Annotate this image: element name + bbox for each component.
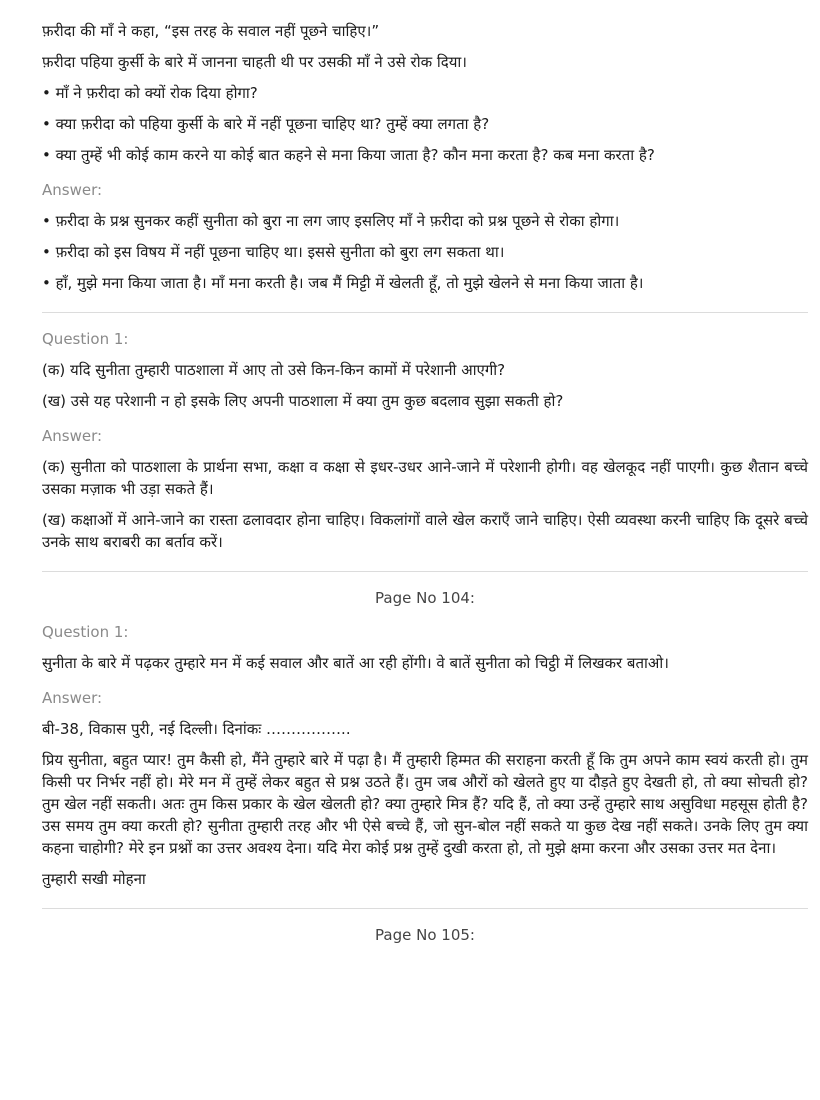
answer-label: Answer:	[42, 689, 103, 707]
section-divider	[42, 908, 808, 909]
answer-label: Answer:	[42, 181, 103, 199]
section-divider	[42, 312, 808, 313]
answer-label: Answer:	[42, 427, 103, 445]
question-label: Question 1:	[42, 623, 129, 641]
answer-bullet: • फ़रीदा के प्रश्न सुनकर कहीं सुनीता को बुरा ना लग जाए इसलिए माँ ने फ़रीदा को प्रश्न पूछने से रोका होगा।	[42, 212, 620, 230]
letter-address: बी-38, विकास पुरी, नई दिल्ली। दिनांकः ……………..	[42, 720, 351, 738]
answer-paragraph: (ख) कक्षाओं में आने-जाने का रास्ता ढलावदार होना चाहिए। विकलांगों वाले खेल कराएँ जाने चाहिए। ऐसी व्यवस्था करनी चाहिए कि दूसरे बच्चे उनके साथ बराबरी का बर्ताव करें।	[42, 511, 808, 551]
intro-line: फ़रीदा पहिया कुर्सी के बारे में जानना चाहती थी पर उसकी माँ ने उसे रोक दिया।	[42, 53, 467, 71]
intro-bullet: • माँ ने फ़रीदा को क्यों रोक दिया होगा?	[42, 84, 258, 102]
letter-body: प्रिय सुनीता, बहुत प्यार! तुम कैसी हो, मैंने तुम्हारे बारे में पढ़ा है। मैं तुम्हारी हिम्मत की सराहना करती हूँ कि तुम अपने काम स्वयं करती हो। तुम किसी पर निर्भर नहीं हो। मेरे मन में तुम्हें लेकर बहुत से प्रश्न उठते हैं। तुम जब औरों को खेलते हुए या दौड़ते हुए देखती हो, तो क्या सोचती हो? तुम खेल नहीं सकती। अतः तुम किस प्रकार के खेल खेलती हो? क्या तुम्हारे मित्र हैं? यदि हैं, तो क्या उन्हें तुम्हारे साथ असुविधा महसूस होती है? उस समय तुम क्या करती हो? सुनीता तुम्हारी तरह और भी ऐसे बच्चे हैं, जो सुन-बोल नहीं सकते या कुछ देख नहीं सकते। उनके लिए तुम क्या कहना चाहोगी? मेरे इन प्रश्नों का उत्तर अवश्य देना। यदि मेरा कोई प्रश्न तुम्हें दुखी करता हो, तो मुझे क्षमा करना और उसका उत्तर मत देना।	[42, 751, 808, 857]
intro-bullet: • क्या फ़रीदा को पहिया कुर्सी के बारे में नहीं पूछना चाहिए था? तुम्हें क्या लगता है?	[42, 115, 490, 133]
document-content	[42, 20, 808, 959]
intro-line: फ़रीदा की माँ ने कहा, “इस तरह के सवाल नहीं पूछने चाहिए।”	[42, 22, 380, 40]
answer-paragraph: (क) सुनीता को पाठशाला के प्रार्थना सभा, कक्षा व कक्षा से इधर-उधर आने-जाने में परेशानी होगी। वह खेलकूद नहीं पाएगी। कुछ शैतान बच्चे उसका मज़ाक भी उड़ा सकते हैं।	[42, 458, 808, 498]
question-text: (क) यदि सुनीता तुम्हारी पाठशाला में आए तो उसे किन-किन कामों में परेशानी आएगी?	[42, 361, 506, 379]
question-label: Question 1:	[42, 330, 129, 348]
letter-signoff: तुम्हारी सखी मोहना	[42, 870, 146, 888]
question-text: (ख) उसे यह परेशानी न हो इसके लिए अपनी पाठशाला में क्या तुम कुछ बदलाव सुझा सकती हो?	[42, 392, 564, 410]
section-divider	[42, 571, 808, 572]
question-text: सुनीता के बारे में पढ़कर तुम्हारे मन में कई सवाल और बातें आ रही होंगी। वे बातें सुनीता को चिट्ठी में लिखकर बताओ।	[42, 654, 669, 672]
page-number-heading: Page No 104:	[375, 589, 475, 607]
intro-bullet: • क्या तुम्हें भी कोई काम करने या कोई बात कहने से मना किया जाता है? कौन मना करता है? कब मना करता है?	[42, 146, 655, 164]
answer-bullet: • फ़रीदा को इस विषय में नहीं पूछना चाहिए था। इससे सुनीता को बुरा लग सकता था।	[42, 243, 505, 261]
page-number-heading: Page No 105:	[375, 926, 475, 944]
answer-bullet: • हाँ, मुझे मना किया जाता है। माँ मना करती है। जब मैं मिट्टी में खेलती हूँ, तो मुझे खेलने से मना किया जाता है।	[42, 274, 644, 292]
